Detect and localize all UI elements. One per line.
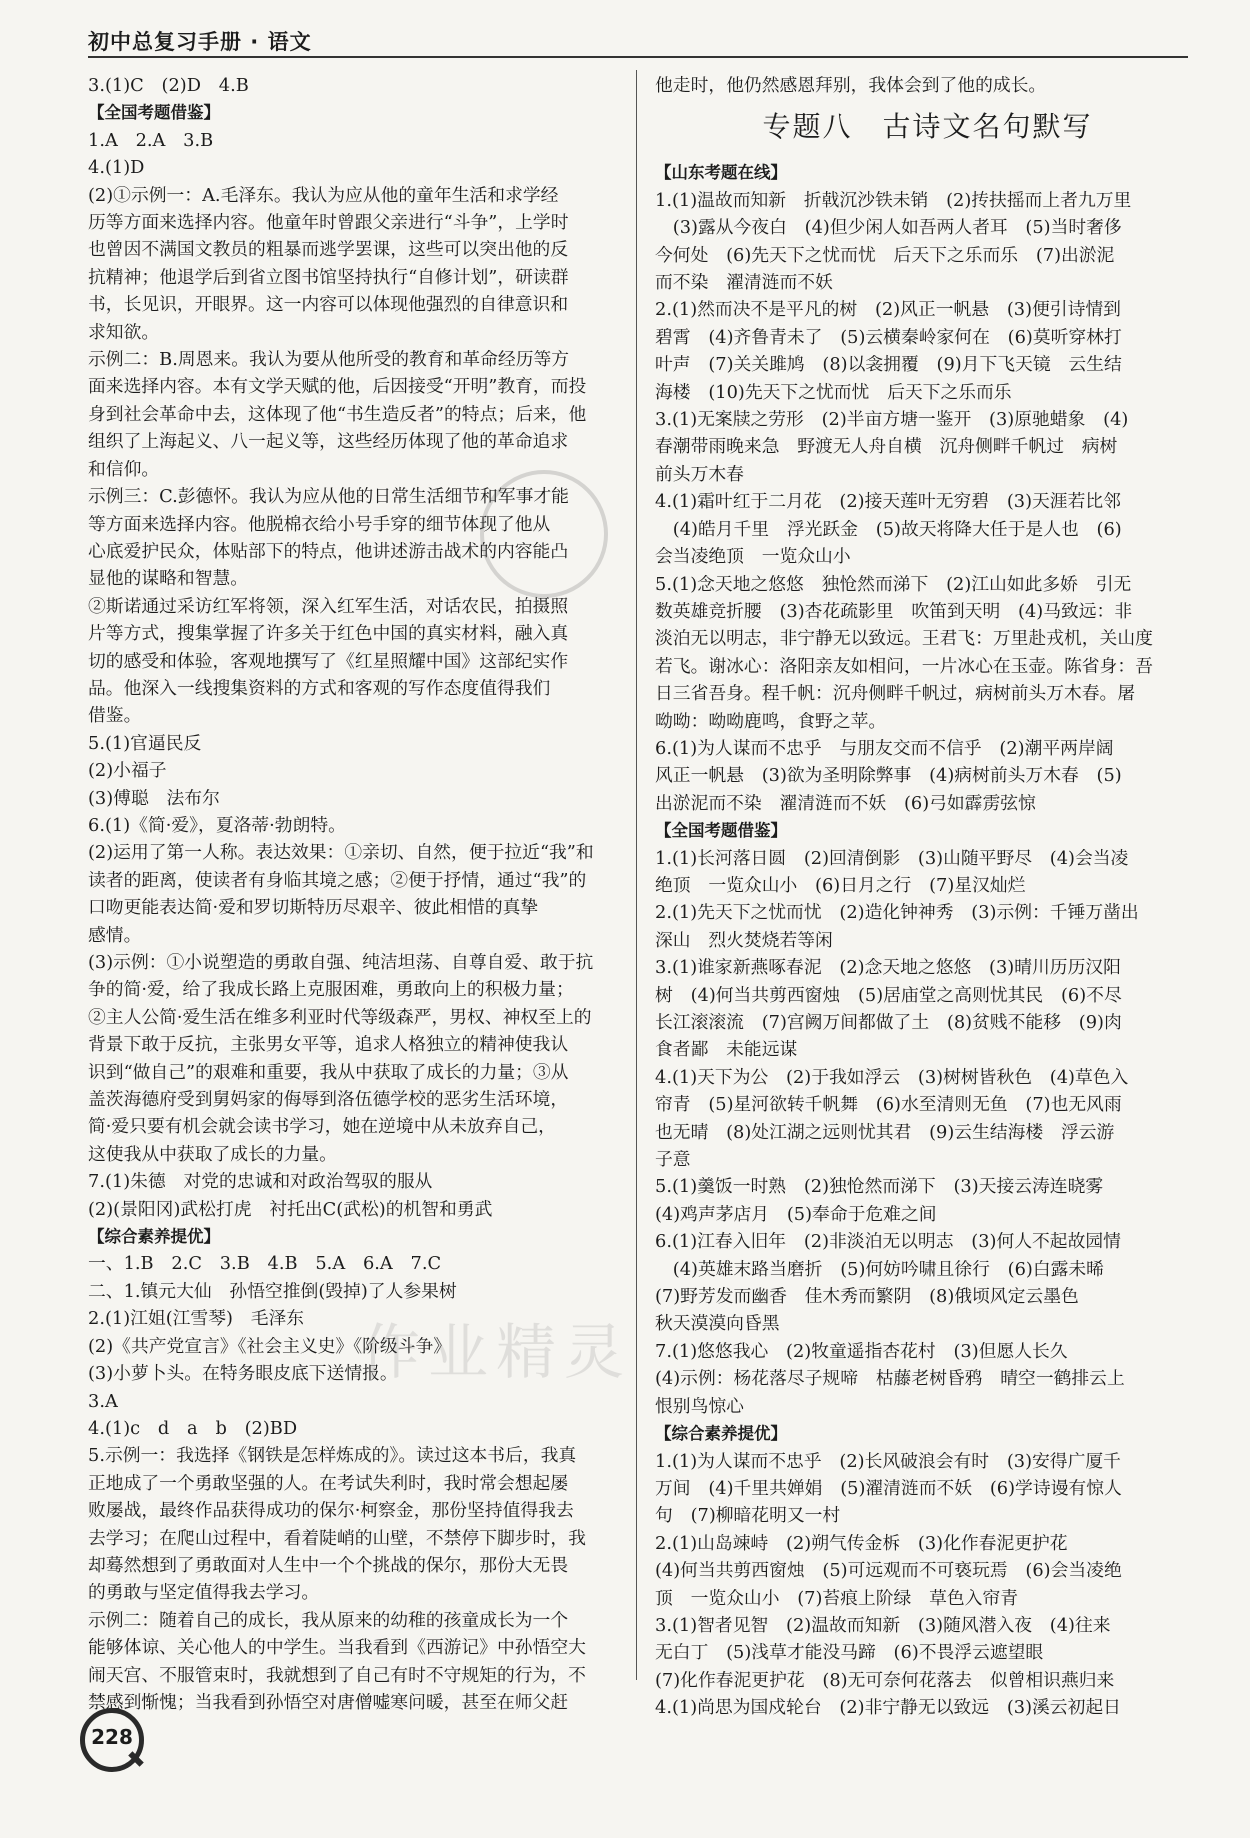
faint-stamp xyxy=(480,470,608,598)
page-number-badge xyxy=(80,1708,144,1772)
answer-line: 这使我从中获取了成长的力量。 xyxy=(88,1143,337,1165)
left-column xyxy=(88,72,633,1713)
answer-line: 识到“做自己”的艰难和重要，我从中获取了成长的力量；③从 xyxy=(88,1061,569,1083)
answer-line: 碧霄 (4)齐鲁青未了 (5)云横秦岭家何在 (6)莫听穿林打 xyxy=(655,326,1122,348)
answer-line: 若飞。谢冰心：洛阳亲友如相问，一片冰心在玉壶。陈省身：吾 xyxy=(655,655,1153,677)
answer-line: 感情。 xyxy=(88,924,142,946)
answer-line: 借鉴。 xyxy=(88,705,142,727)
answer-line: (4)示例：杨花落尽子规啼 枯藤老树昏鸦 晴空一鹤排云上 xyxy=(655,1368,1125,1390)
answer-line: (2)《共产党宣言》《社会主义史》《阶级斗争》 xyxy=(88,1335,452,1357)
answer-line: (2)(景阳冈)武松打虎 衬托出C(武松)的机智和勇武 xyxy=(88,1198,493,1220)
answer-line: 也曾因不满国文教员的粗暴而逃学罢课，这些可以突出他的反 xyxy=(88,239,569,261)
answer-line: 而不染 濯清涟而不妖 xyxy=(655,272,833,294)
answer-line: 春潮带雨晚来急 野渡无人舟自横 沉舟侧畔千帆过 病树 xyxy=(655,436,1118,458)
answer-line: 1.(1)长河落日圆 (2)回清倒影 (3)山随平野尽 (4)会当凌 xyxy=(655,847,1129,869)
answer-line: 树 (4)何当共剪西窗烛 (5)居庙堂之高则忧其民 (6)不尽 xyxy=(655,984,1122,1006)
topic-title: 专题八 古诗文名句默写 xyxy=(762,110,1093,144)
answer-line: 万间 (4)千里共婵娟 (5)濯清涟而不妖 (6)学诗谩有惊人 xyxy=(655,1477,1122,1499)
answer-line: 长江滚滚流 (7)宫阙万间都做了土 (8)贫贱不能移 (9)肉 xyxy=(655,1012,1122,1033)
answer-line: 5.示例一：我选择《钢铁是怎样炼成的》。读过这本书后，我真 xyxy=(88,1445,577,1467)
answer-line: 2.(1)山岛竦峙 (2)朔气传金柝 (3)化作春泥更护花 xyxy=(655,1532,1068,1554)
answer-line: 能够体谅、关心他人的中学生。当我看到《西游记》中孙悟空大 xyxy=(88,1637,586,1659)
section-heading: 【综合素养提优】 xyxy=(88,1227,220,1247)
answer-line: 4.(1)D xyxy=(88,157,145,179)
answer-line: 无白丁 (5)浅草才能没马蹄 (6)不畏浮云遮望眼 xyxy=(655,1642,1044,1664)
answer-line: 争的简·爱，给了我成长路上克服困难，勇敢向上的积极力量； xyxy=(88,979,574,1001)
answer-line: 口吻更能表达简·爱和罗切斯特历尽艰辛、彼此相惜的真挚 xyxy=(88,897,539,919)
answer-line: 6.(1)为人谋而不忠乎 与朋友交而不信乎 (2)潮平两岸阔 xyxy=(655,737,1114,759)
answer-line: (3)示例：①小说塑造的勇敢自强、纯洁坦荡、自尊自爱、敢于抗 xyxy=(88,952,594,973)
answer-line: 读者的距离，使读者有身临其境之感；②便于抒情，通过“我”的 xyxy=(88,869,587,891)
answer-line: 会当凌绝顶 一览众山小 xyxy=(655,546,851,568)
answer-line: 4.(1)霜叶红于二月花 (2)接天莲叶无穷碧 (3)天涯若比邻 xyxy=(655,491,1121,513)
answer-line: 一、1.B 2.C 3.B 4.B 5.A 6.A 7.C xyxy=(88,1253,442,1275)
watermark: 作业精灵 xyxy=(360,1318,632,1388)
answer-line: 3.(1)C (2)D 4.B xyxy=(88,75,249,96)
answer-line: 顶 一览众山小 (7)苔痕上阶绿 草色入帘青 xyxy=(655,1587,1019,1609)
answer-line: 禁感到惭愧；当我看到孙悟空对唐僧嘘寒问暖，甚至在师父赶 xyxy=(88,1691,569,1713)
answer-line: 呦呦：呦呦鹿鸣，食野之苹。 xyxy=(655,710,887,732)
answer-line: 帘青 (5)星河欲转千帆舞 (6)水至清则无鱼 (7)也无风雨 xyxy=(655,1094,1122,1116)
section-heading: 【山东考题在线】 xyxy=(655,163,787,183)
answer-line: (4)英雄末路当磨折 (5)何妨吟啸且徐行 (6)白露未晞 xyxy=(655,1258,1104,1280)
column-divider xyxy=(636,70,637,1680)
answer-line: ②主人公简·爱生活在维多利亚时代等级森严，男权、神权至上的 xyxy=(88,1006,592,1028)
answer-line: (3)傅聪 法布尔 xyxy=(88,787,220,809)
answer-line: 也无晴 (8)处江湖之远则忧其君 (9)云生结海楼 浮云游 xyxy=(655,1121,1115,1143)
answer-line: 书，长见识，开眼界。这一内容可以体现他强烈的自律意识和 xyxy=(88,294,569,316)
answer-line: (7)野芳发而幽香 佳木秀而繁阴 (8)俄顷风定云墨色 xyxy=(655,1286,1079,1308)
answer-line: 示例三：C.彭德怀。我认为应从他的日常生活细节和军事才能 xyxy=(88,486,569,508)
answer-line: 闹天宫、不服管束时，我就想到了自己有时不守规矩的行为，不 xyxy=(88,1664,586,1686)
answer-line: 显他的谋略和智慧。 xyxy=(88,568,249,590)
answer-line: 风正一帆悬 (3)欲为圣明除弊事 (4)病树前头万木春 (5) xyxy=(655,765,1122,787)
answer-line: 食者鄙 未能远谋 xyxy=(655,1039,798,1061)
answer-line: 3.(1)无案牍之劳形 (2)半亩方塘一鉴开 (3)原驰蜡象 (4) xyxy=(655,409,1129,431)
answer-line: 组织了上海起义、八一起义等，这些经历体现了他的革命追求 xyxy=(88,431,569,453)
section-heading: 【全国考题借鉴】 xyxy=(655,821,787,841)
answer-line: 1.A 2.A 3.B xyxy=(88,129,214,151)
answer-line: (7)化作春泥更护花 (8)无可奈何花落去 似曾相识燕归来 xyxy=(655,1669,1115,1691)
answer-line: 子意 xyxy=(655,1149,691,1171)
page-header xyxy=(88,22,1188,58)
answer-line: 4.(1)c d a b (2)BD xyxy=(88,1417,298,1439)
answer-line: 败屡战，最终作品获得成功的保尔·柯察金，那份坚持值得我去 xyxy=(88,1500,574,1522)
answer-line: 4.(1)尚思为国戍轮台 (2)非宁静无以致远 (3)溪云初起日 xyxy=(655,1697,1121,1719)
answer-line: 4.(1)天下为公 (2)于我如浮云 (3)树树皆秋色 (4)草色入 xyxy=(655,1066,1129,1088)
answer-line: 二、1.镇元大仙 孙悟空推倒(毁掉)了人参果树 xyxy=(88,1280,457,1302)
answer-line: 5.(1)羹饭一时熟 (2)独怆然而涕下 (3)天接云涛连晓雾 xyxy=(655,1176,1104,1198)
answer-line: 他走时，他仍然感恩拜别，我体会到了他的成长。 xyxy=(655,75,1047,96)
section-heading: 【全国考题借鉴】 xyxy=(88,103,220,123)
answer-line: 5.(1)官逼民反 xyxy=(88,732,202,754)
answer-line: 1.(1)为人谋而不忠乎 (2)长风破浪会有时 (3)安得广厦千 xyxy=(655,1450,1121,1472)
page-number: 228 xyxy=(91,1725,133,1749)
header-rule xyxy=(88,56,1188,58)
answer-line: 叶声 (7)关关雎鸠 (8)以衾拥覆 (9)月下飞天镜 云生结 xyxy=(655,354,1122,376)
answer-line: 示例二：随着自己的成长，我从原来的幼稚的孩童成长为一个 xyxy=(88,1609,569,1631)
answer-line: 却蓦然想到了勇敢面对人生中一个个挑战的保尔，那份大无畏 xyxy=(88,1554,569,1576)
answer-line: 抗精神；他退学后到省立图书馆坚持执行“自修计划”，研读群 xyxy=(88,266,569,288)
answer-line: 切的感受和体验，客观地撰写了《红星照耀中国》这部纪实作 xyxy=(88,650,569,672)
answer-line: 简·爱只要有机会就会读书学习，她在逆境中从未放弃自己， xyxy=(88,1116,556,1138)
answer-line: 2.(1)先天下之忧而忧 (2)造化钟神秀 (3)示例：千锤万凿出 xyxy=(655,902,1139,924)
answer-line: 去学习；在爬山过程中，看着陡峭的山壁，不禁停下脚步时，我 xyxy=(88,1527,586,1549)
answer-line: 5.(1)念天地之悠悠 独怆然而涕下 (2)江山如此多娇 引无 xyxy=(655,573,1132,595)
answer-line: 出淤泥而不染 濯清涟而不妖 (6)弓如霹雳弦惊 xyxy=(655,792,1036,814)
answer-line: 6.(1)江春入旧年 (2)非淡泊无以明志 (3)何人不起故园情 xyxy=(655,1231,1121,1253)
answer-line: 3.(1)谁家新燕啄春泥 (2)念天地之悠悠 (3)晴川历历汉阳 xyxy=(655,957,1121,979)
answer-line: ②斯诺通过采访红军将领，深入红军生活，对话农民，拍摄照 xyxy=(88,595,569,617)
answer-line: 今何处 (6)先天下之忧而忧 后天下之乐而乐 (7)出淤泥 xyxy=(655,244,1115,266)
answer-line: 心底爱护民众，体贴部下的特点，他讲述游击战术的内容能凸 xyxy=(88,540,569,562)
answer-line: (4)何当共剪西窗烛 (5)可远观而不可亵玩焉 (6)会当凌绝 xyxy=(655,1560,1122,1582)
answer-line: 3.(1)智者见智 (2)温故而知新 (3)随风潜入夜 (4)往来 xyxy=(655,1614,1111,1636)
answer-line: 等方面来选择内容。他脱棉衣给小号手穿的细节体现了他从 xyxy=(88,513,551,535)
answer-line: 海楼 (10)先天下之忧而忧 后天下之乐而乐 xyxy=(655,381,1012,403)
answer-line: 历等方面来选择内容。他童年时曾跟父亲进行“斗争”，上学时 xyxy=(88,212,569,234)
answer-line: 句 (7)柳暗花明又一村 xyxy=(655,1505,841,1527)
answer-line: 7.(1)悠悠我心 (2)牧童遥指杏花村 (3)但愿人长久 xyxy=(655,1340,1068,1362)
answer-line: (2)①示例一：A.毛泽东。我认为应从他的童年生活和求学经 xyxy=(88,184,559,206)
answer-line: 淡泊无以明志，非宁静无以致远。王君飞：万里赴戎机，关山度 xyxy=(655,628,1153,650)
answer-line: 绝顶 一览众山小 (6)日月之行 (7)星汉灿烂 xyxy=(655,874,1026,896)
book-title: 初中总复习手册 · 语文 xyxy=(88,30,312,54)
answer-line: 背景下敢于反抗，主张男女平等，追求人格独立的精神使我认 xyxy=(88,1034,569,1056)
answer-line: 盖茨海德府受到舅妈家的侮辱到洛伍德学校的恶劣生活环境， xyxy=(88,1089,569,1111)
answer-line: (4)皓月千里 浮光跃金 (5)故天将降大任于是人也 (6) xyxy=(655,518,1122,540)
answer-line: (2)运用了第一人称。表达效果：①亲切、自然，便于拉近“我”和 xyxy=(88,842,594,864)
answer-line: 1.(1)温故而知新 折戟沉沙铁未销 (2)抟扶摇而上者九万里 xyxy=(655,189,1132,211)
answer-line: 前头万木春 xyxy=(655,463,744,485)
answer-line: 的勇敢与坚定值得我去学习。 xyxy=(88,1582,320,1604)
answer-line: 6.(1)《简·爱》，夏洛蒂·勃朗特。 xyxy=(88,814,346,836)
answer-line: 求知欲。 xyxy=(88,321,160,343)
section-heading: 【综合素养提优】 xyxy=(655,1424,787,1444)
answer-line: 面来选择内容。本有文学天赋的他，后因接受“开明”教育，而投 xyxy=(88,376,587,398)
answer-line: (3)露从今夜白 (4)但少闲人如吾两人者耳 (5)当时奢侈 xyxy=(655,217,1122,239)
answer-line: (4)鸡声茅店月 (5)奉命于危难之间 xyxy=(655,1203,937,1225)
answer-line: 7.(1)朱德 对党的忠诚和对政治驾驭的服从 xyxy=(88,1171,433,1193)
answer-line: 2.(1)江姐(江雪琴) 毛泽东 xyxy=(88,1308,305,1330)
answer-line: 深山 烈火焚烧若等闲 xyxy=(655,929,833,951)
answer-line: 片等方式，搜集掌握了许多关于红色中国的真实材料，融入真 xyxy=(88,623,569,645)
answer-line: (3)小萝卜头。在特务眼皮底下送情报。 xyxy=(88,1363,398,1385)
answer-line: 正地成了一个勇敢坚强的人。在考试失利时，我时常会想起屡 xyxy=(88,1472,569,1494)
answer-line: 示例二：B.周恩来。我认为要从他所受的教育和革命经历等方 xyxy=(88,349,570,371)
answer-line: 秋天漠漠向昏黑 xyxy=(655,1313,780,1335)
answer-line: (2)小福子 xyxy=(88,760,167,782)
answer-line: 3.A xyxy=(88,1390,118,1412)
answer-line: 日三省吾身。程千帆：沉舟侧畔千帆过，病树前头万木春。屠 xyxy=(655,683,1136,705)
answer-line: 数英雄竞折腰 (3)杏花疏影里 吹笛到天明 (4)马致远：非 xyxy=(655,600,1133,622)
right-column xyxy=(655,72,1200,1719)
answer-line: 2.(1)然而决不是平凡的树 (2)风正一帆悬 (3)便引诗情到 xyxy=(655,299,1121,321)
answer-line: 身到社会革命中去，这体现了他“书生造反者”的特点；后来，他 xyxy=(88,403,587,425)
answer-line: 和信仰。 xyxy=(88,458,160,480)
answer-line: 恨别鸟惊心 xyxy=(655,1395,744,1417)
answer-line: 品。他深入一线搜集资料的方式和客观的写作态度值得我们 xyxy=(88,677,551,699)
